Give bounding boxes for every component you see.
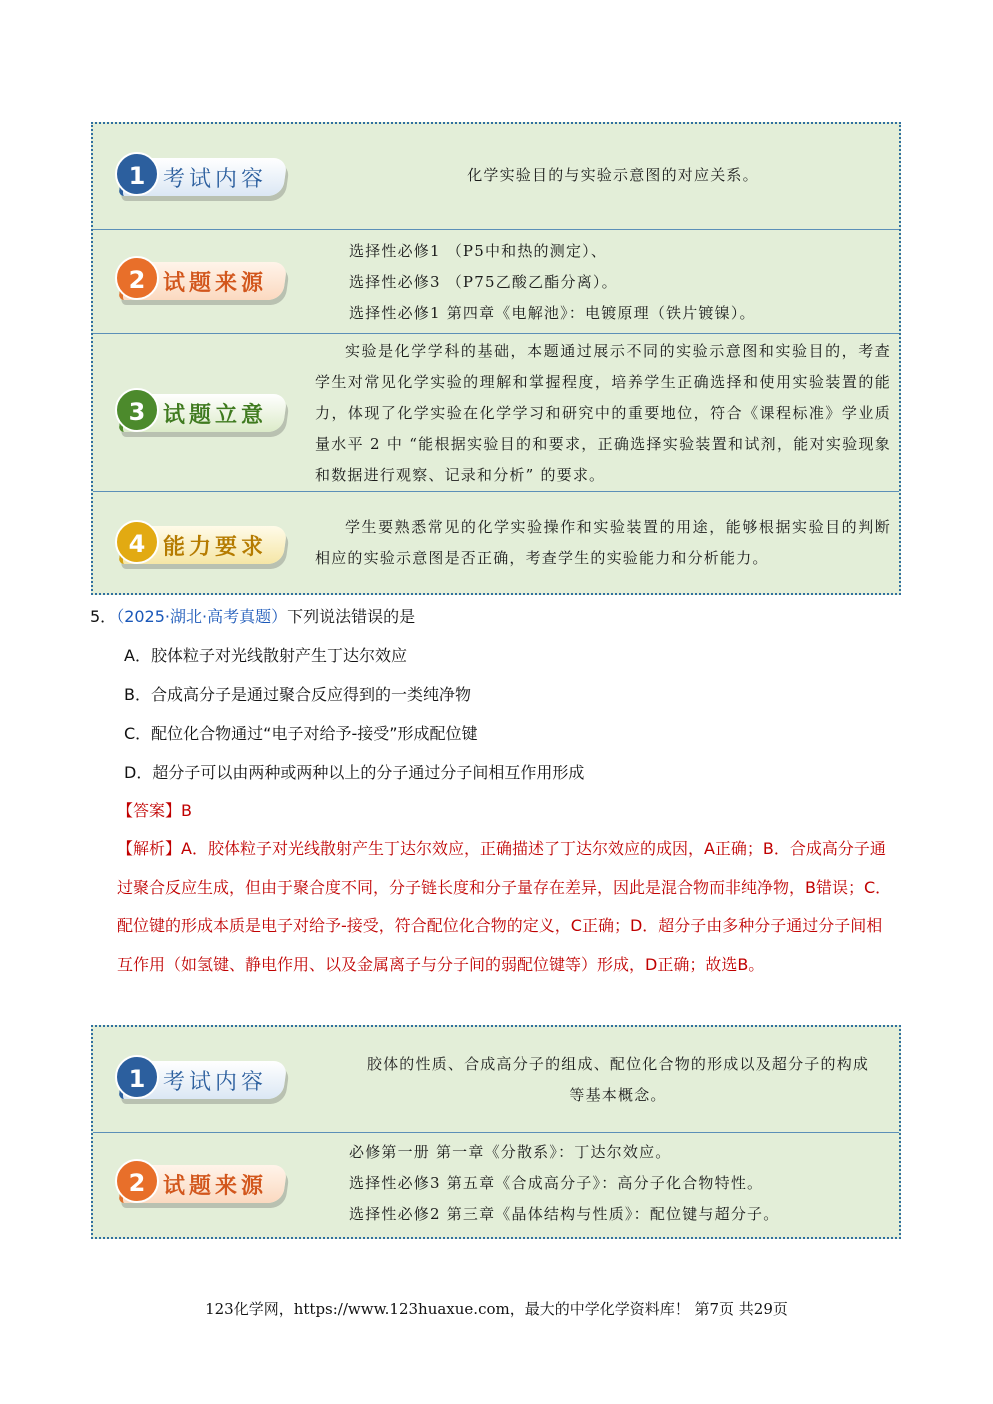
question-text: 下列说法错误的是 (287, 607, 416, 626)
question-stem (90, 604, 415, 627)
question-source: （2025·湖北·高考真题） (116, 607, 288, 626)
badge-ability-requirement (115, 516, 285, 572)
analysis-panel-1 (91, 122, 901, 595)
badge-question-intent (115, 384, 285, 440)
option-a: A．胶体粒子对光线散射产生丁达尔效应 (124, 646, 407, 665)
badge-label: 能力要求 (163, 535, 268, 560)
row-exam-content (93, 124, 899, 230)
exam-content-text: 化学实验目的与实验示意图的对应关系。 (467, 166, 759, 184)
badge-label: 考试内容 (163, 1070, 268, 1095)
question-source-text: 选择性必修1 （P5中和热的测定）、 选择性必修3 （P75乙酸乙酯分离）。 选择性必修1 第四章《电解池》：电镀原理（铁片镀镍）。 (349, 242, 756, 322)
option-b: B．合成高分子是通过聚合反应得到的一类纯净物 (124, 685, 471, 704)
badge-exam-content (115, 1051, 285, 1107)
badge-number: 2 (115, 256, 159, 300)
badge-question-source (115, 1155, 285, 1211)
exam-content-text: 胶体的性质、合成高分子的组成、配位化合物的形成以及超分子的构成 等基本概念。 (366, 1055, 870, 1104)
badge-number: 4 (115, 520, 159, 564)
option-c: C．配位化合物通过“电子对给予-接受”形成配位键 (124, 724, 478, 743)
question-intent-text: 实验是化学学科的基础，本题通过展示不同的实验示意图和实验目的，考查学生对常见化学实验的理解和掌握程度，培养学生正确选择和使用实验装置的能力，体现了化学实验在化学学习和研究中的重要地位，符合《课程标准》学业质量水平 2 中 “能根据实验目的和要求，正确选择实验装置和试剂，能对实验现象和数据进行观察、记录和分析” 的要求。 (315, 342, 891, 484)
answer-line (117, 792, 895, 831)
badge-label: 试题立意 (163, 403, 268, 428)
question-source-text: 必修第一册 第一章《分散系》：丁达尔效应。 选择性必修3 第五章《合成高分子》：高分子化合物特性。 选择性必修2 第三章《晶体结构与性质》：配位键与超分子。 (349, 1143, 780, 1223)
option-d: D．超分子可以由两种或两种以上的分子通过分子间相互作用形成 (124, 763, 585, 782)
row-exam-content (93, 1027, 899, 1133)
row-question-source (93, 230, 899, 334)
analysis-label: 【解析】 (117, 839, 182, 858)
badge-exam-content (115, 148, 285, 204)
badge-label: 考试内容 (163, 167, 268, 192)
badge-number: 1 (115, 1055, 159, 1099)
row-question-source (93, 1133, 899, 1239)
answer-label: 【答案】 (117, 801, 182, 820)
badge-question-source (115, 252, 285, 308)
badge-label: 试题来源 (163, 271, 268, 296)
question-number: 5． (90, 607, 117, 626)
badge-number: 3 (115, 388, 159, 432)
analysis-text: A．胶体粒子对光线散射产生丁达尔效应，正确描述了丁达尔效应的成因，A正确；B．合成高分子通过聚合反应生成，但由于聚合度不同，分子链长度和分子量存在差异，因此是混合物而非纯净物，B错误；C．配位键的形成本质是电子对给予-接受，符合配位化合物的定义，C正确；D．超分子由多种分子通过分子间相互作用（如氢键、静电作用、以及金属离子与分子间的弱配位键等）形成，D正确；故选B。 (117, 839, 892, 974)
analysis-block (117, 830, 895, 984)
badge-number: 2 (115, 1159, 159, 1203)
ability-requirement-text: 学生要熟悉常见的化学实验操作和实验装置的用途，能够根据实验目的判断相应的实验示意图是否正确，考查学生的实验能力和分析能力。 (315, 518, 891, 567)
row-question-intent (93, 334, 899, 492)
badge-number: 1 (115, 152, 159, 196)
answer-value: B (181, 801, 192, 820)
row-ability-requirement (93, 492, 899, 595)
badge-label: 试题来源 (163, 1174, 268, 1199)
analysis-panel-2 (91, 1025, 901, 1239)
page-footer: 123化学网，https://www.123huaxue.com，最大的中学化学资料库！ 第7页 共29页 (205, 1300, 788, 1318)
